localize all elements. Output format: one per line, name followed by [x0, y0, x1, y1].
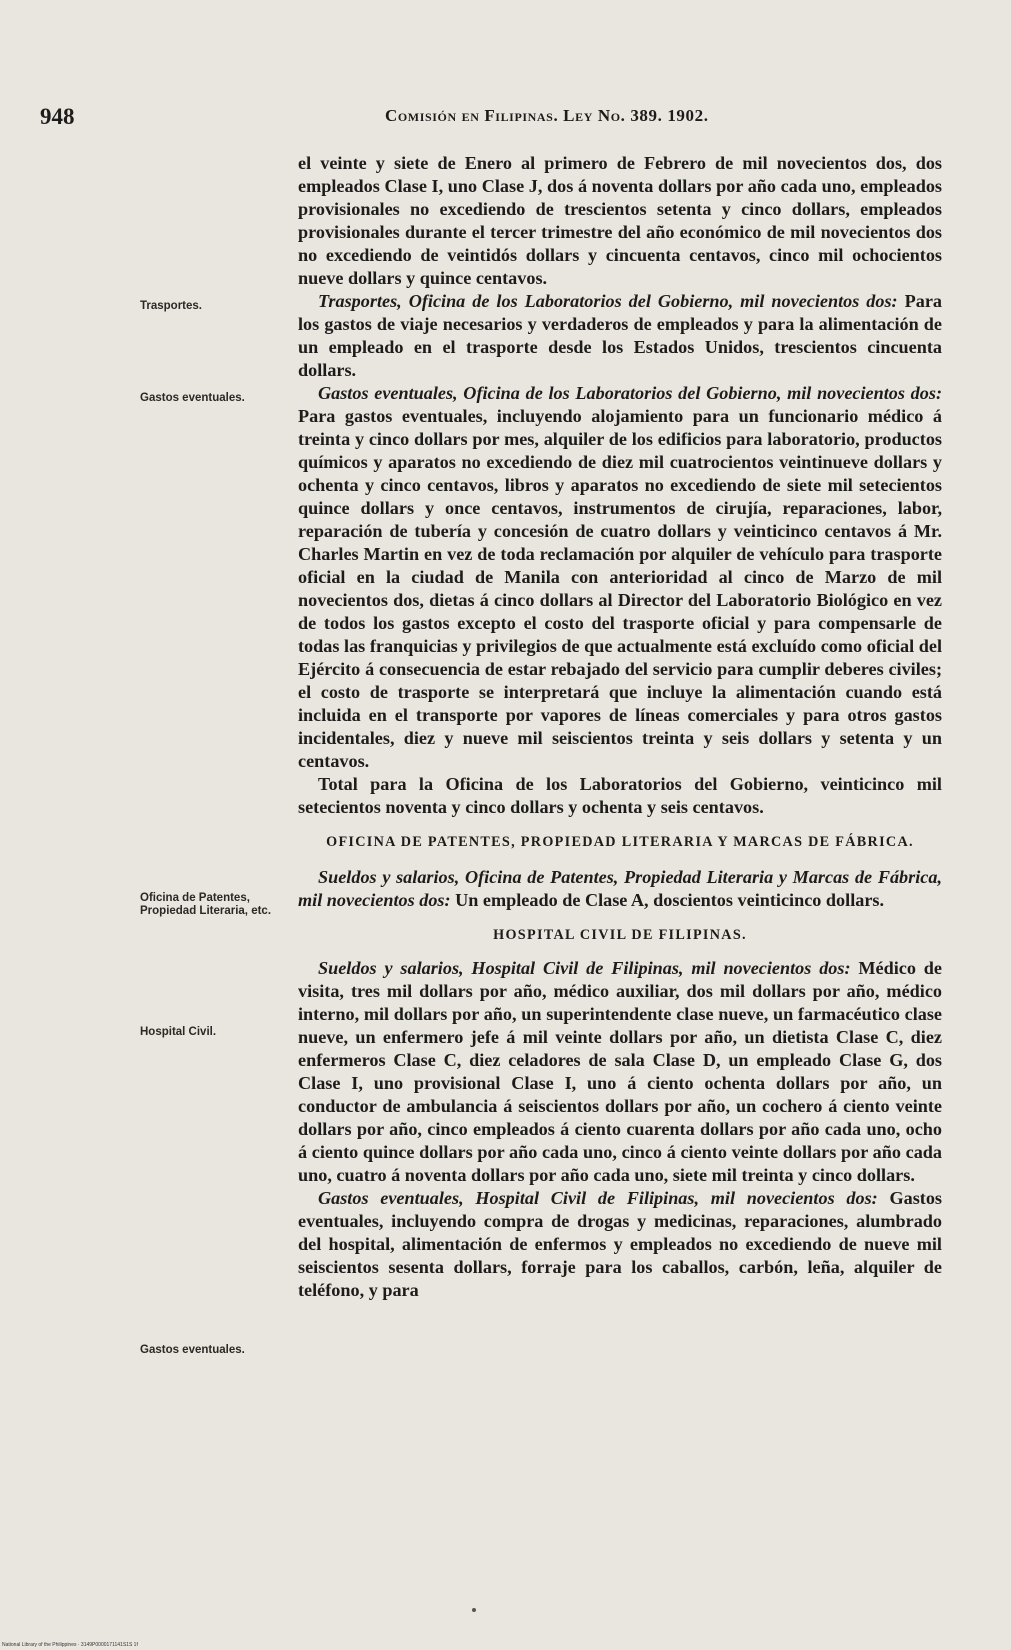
text-sueldos-hospital: Médico de visita, tres mil dollars por año, médico auxiliar, dos mil dollars por año, médico interno, mil dollars por año, un superintendente clase nueve, un farmacéutico clase nueve, un enfermero jefe á mil veinte dollars por año, un dietista Clase C, diez enfermeros Clase C, diez celadores de sala Clase D, un empleado Clase G, dos Clase I, uno provisional Clase I, uno á ciento ochenta dollars por año, un conductor de ambulancia á seiscientos dollars por año, un cochero á ciento veinte dollars por año, cinco empleados á ciento cuarenta dollars por año cada uno, ocho á ciento quince dollars por año cada uno, cinco á ciento veinte dollars por año cada uno, cuatro á noventa dollars por año cada uno, siete mil treinta y cinco dollars. — [298, 958, 942, 1185]
text-trasportes: Para los gastos de viaje necesarios y verdaderos de empleados y para la alimentación de un empleado en el trasporte desde los Estados Unidos, trescientos cincuenta dollars. — [298, 291, 942, 380]
margin-note-transportes: Trasportes. — [140, 300, 202, 312]
text-sueldos-patentes: Un empleado de Clase A, doscientos veinticinco dollars. — [450, 890, 885, 910]
paragraph-gastos-hospital — [298, 1187, 942, 1302]
paragraph-continuation: el veinte y siete de Enero al primero de Febrero de mil novecientos dos, dos empleados Clase I, uno Clase J, dos á noventa dollars por año cada uno, empleados provisionales no excediendo de trescientos setenta y cinco dollars, empleados provisionales durante el tercer trimestre del año económico de mil novecientos dos no excediendo de veintidós dollars y cincuenta centavos, cinco mil ochocientos nueve dollars y quince centavos. — [298, 153, 942, 288]
paragraph-total-laboratorios: Total para la Oficina de los Laboratorios del Gobierno, veinticinco mil setecientos noventa y cinco dollars y ochenta y seis centavos. — [298, 774, 942, 817]
paragraph-trasportes — [298, 290, 942, 382]
body-text-column — [298, 152, 942, 1302]
heading-sueldos-hospital: Sueldos y salarios, Hospital Civil de Filipinas, mil novecientos dos: — [318, 958, 851, 978]
page-speck — [472, 1608, 476, 1612]
footer-source: National Library of the Philippines · 3149P0000171141S1S 1f — [2, 1642, 138, 1648]
heading-trasportes: Trasportes, Oficina de los Laboratorios del Gobierno, mil novecientos dos: — [318, 291, 898, 311]
heading-gastos-laboratorios: Gastos eventuales, Oficina de los Laboratorios del Gobierno, mil novecientos dos: — [318, 383, 942, 403]
paragraph-gastos-laboratorios — [298, 382, 942, 773]
running-head-text: Comisión en Filipinas. Ley No. 389. 1902. — [385, 106, 709, 125]
text-gastos-hospital: Gastos eventuales, incluyendo compra de drogas y medicinas, reparaciones, alumbrado del hospital, alimentación de enfermos y empleados no excediendo de nueve mil seiscientos sesenta dollars, forraje para los caballos, carbón, leña, alquiler de teléfono, y para — [298, 1188, 943, 1300]
page-number: 948 — [40, 104, 75, 129]
margin-note-gastos-eventuales: Gastos eventuales. — [140, 392, 245, 404]
paragraph-sueldos-patentes — [298, 866, 942, 912]
margin-note-oficina-patentes: Oficina de Patentes, Propiedad Literaria, etc. — [140, 892, 272, 917]
section-heading-hospital: HOSPITAL CIVIL DE FILIPINAS. — [493, 927, 747, 943]
margin-note-gastos-eventuales-hospital: Gastos eventuales. — [140, 1344, 245, 1356]
heading-gastos-hospital: Gastos eventuales, Hospital Civil de Filipinas, mil novecientos dos: — [318, 1188, 878, 1208]
heading-sueldos-patentes: Sueldos y salarios, Oficina de Patentes, Propiedad Literaria y Marcas de Fábrica, mil novecientos dos: — [298, 867, 942, 910]
margin-note-hospital-civil: Hospital Civil. — [140, 1026, 217, 1038]
running-head — [385, 106, 709, 126]
section-heading-patentes: OFICINA DE PATENTES, PROPIEDAD LITERARIA Y MARCAS DE FÁBRICA. — [326, 834, 914, 850]
paragraph-sueldos-hospital — [298, 957, 942, 1187]
text-gastos-laboratorios: Para gastos eventuales, incluyendo alojamiento para un funcionario médico á treinta y cinco dollars por mes, alquiler de los edificios para laboratorio, productos químicos y aparatos no excediendo de diez mil cuatrocientos veintinueve dollars y ochenta y cinco centavos, libros y aparatos no excediendo de siete mil setecientos quince dollars y once centavos, instrumentos de cirujía, reparaciones, labor, reparación de tubería y concesión de cuatro dollars y veinticinco centavos á Mr. Charles Martin en vez de toda reclamación por alquiler de vehículo para trasporte oficial en la ciudad de Manila con anterioridad al cinco de Marzo de mil novecientos dos, dietas á cinco dollars al Director del Laboratorio Biológico en vez de todos los gastos excepto el costo del trasporte oficial y para compensarle de todas las franquicias y privilegios de que actualmente está excluído como oficial del Ejército á consecuencia de estar rebajado del servicio para cumplir deberes civiles; el costo de trasporte se interpretará que incluye la alimentación cuando está incluida en el transporte por vapores de líneas comerciales y para otros gastos incidentales, diez y nueve mil seiscientos treinta y seis dollars y setenta y un centavos. — [298, 406, 942, 771]
